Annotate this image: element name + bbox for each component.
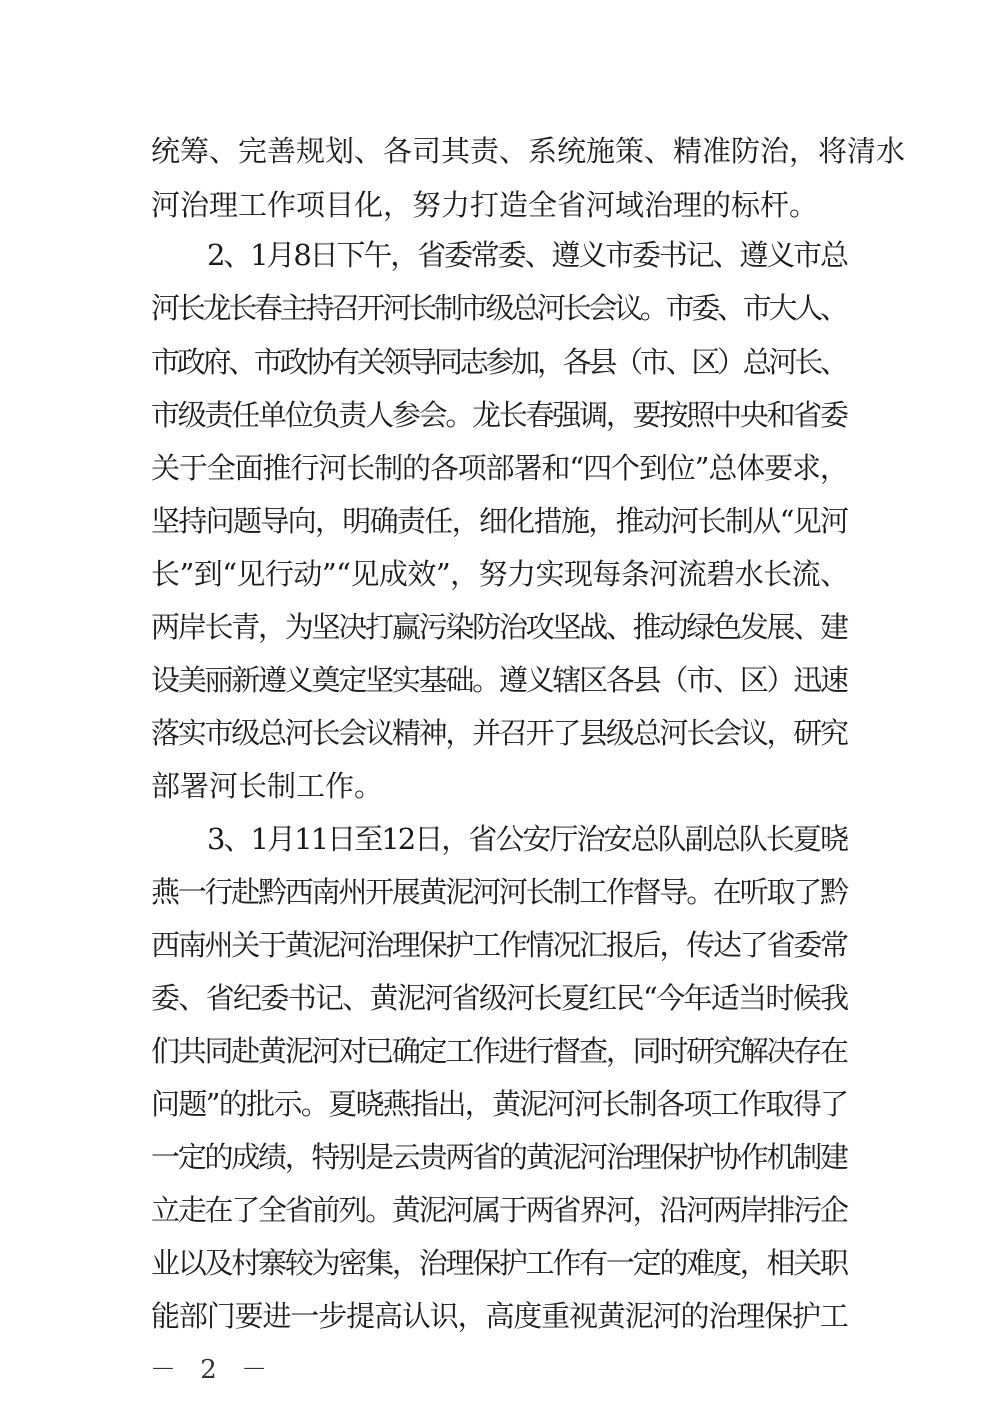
text-line [0, 1243, 1000, 1283]
text-line-content: 西南州关于黄泥河治理保护工作情况汇报后，传达了省委常 [151, 928, 847, 962]
text-line [0, 925, 1000, 965]
text-line-content: 落实市级总河长会议精神，并召开了县级总河长会议，研究 [151, 716, 847, 750]
text-line-content: 关于全面推行河长制的各项部署和“四个到位”总体要求， [151, 451, 848, 485]
text-line-content: 市政府、市政协有关领导同志参加，各县（市、区）总河长、 [151, 345, 846, 379]
text-line [0, 1031, 1000, 1071]
text-line [0, 185, 1000, 225]
text-line-content: 长”到“见行动”“见成效”，努力实现每条河流碧水长流、 [151, 557, 849, 591]
text-line [0, 1190, 1000, 1230]
page-number: － 2 － [150, 1355, 276, 1385]
text-line [0, 766, 1000, 806]
text-line-content: 设美丽新遵义奠定坚实基础。遵义辖区各县（市、区）迅速 [151, 663, 847, 697]
text-line [0, 288, 1000, 328]
text-line [0, 872, 1000, 912]
text-line-content: 们共同赴黄泥河对已确定工作进行督查，同时研究解决存在 [151, 1034, 847, 1068]
text-line [0, 1084, 1000, 1124]
text-line-content: 2、1月8日下午，省委常委、遵义市委书记、遵义市总 [207, 238, 847, 272]
text-line-content: 能部门要进一步提高认识，高度重视黄泥河的治理保护工 [151, 1299, 848, 1333]
text-line [0, 713, 1000, 753]
text-line-content: 委、省纪委书记、黄泥河省级河长夏红民“今年适当时候我 [151, 981, 848, 1015]
text-line-content: 3、1月11日至12日，省公安厅治安总队副总队长夏晓 [207, 822, 848, 856]
text-line-content: 立走在了全省前列。黄泥河属于两省界河，沿河两岸排污企 [151, 1193, 847, 1227]
text-line [0, 448, 1000, 488]
text-line [0, 342, 1000, 382]
text-line [0, 395, 1000, 435]
text-line [0, 1296, 1000, 1336]
text-line [0, 978, 1000, 1018]
text-line [0, 819, 1000, 859]
text-line-content: 河治理工作项目化，努力打造全省河域治理的标杆。 [151, 188, 819, 222]
text-line [0, 501, 1000, 541]
text-line-content: 业以及村寨较为密集，治理保护工作有一定的难度，相关职 [151, 1246, 847, 1280]
text-line-content: 问题”的批示。夏晓燕指出，黄泥河河长制各项工作取得了 [151, 1087, 848, 1121]
text-line-content: 坚持问题导向，明确责任，细化措施，推动河长制从“见河 [151, 504, 848, 538]
text-line-content: 市级责任单位负责人参会。龙长春强调，要按照中央和省委 [151, 398, 847, 432]
text-line-content: 一定的成绩，特别是云贵两省的黄泥河治理保护协作机制建 [151, 1140, 847, 1174]
text-line-content: 统筹、完善规划、各司其责、系统施策、精准防治，将清水 [151, 134, 906, 168]
text-line [0, 1137, 1000, 1177]
text-line [0, 554, 1000, 594]
text-line-content: 部署河长制工作。 [151, 769, 384, 803]
text-line-content: 燕一行赴黔西南州开展黄泥河河长制工作督导。在听取了黔 [151, 875, 847, 909]
text-line [0, 131, 1000, 171]
text-line [0, 607, 1000, 647]
text-line [0, 235, 1000, 275]
text-line-content: 两岸长青，为坚决打赢污染防治攻坚战、推动绿色发展、建 [151, 610, 847, 644]
text-line-content: 河长龙长春主持召开河长制市级总河长会议。市委、市大人、 [151, 291, 846, 325]
text-line [0, 660, 1000, 700]
